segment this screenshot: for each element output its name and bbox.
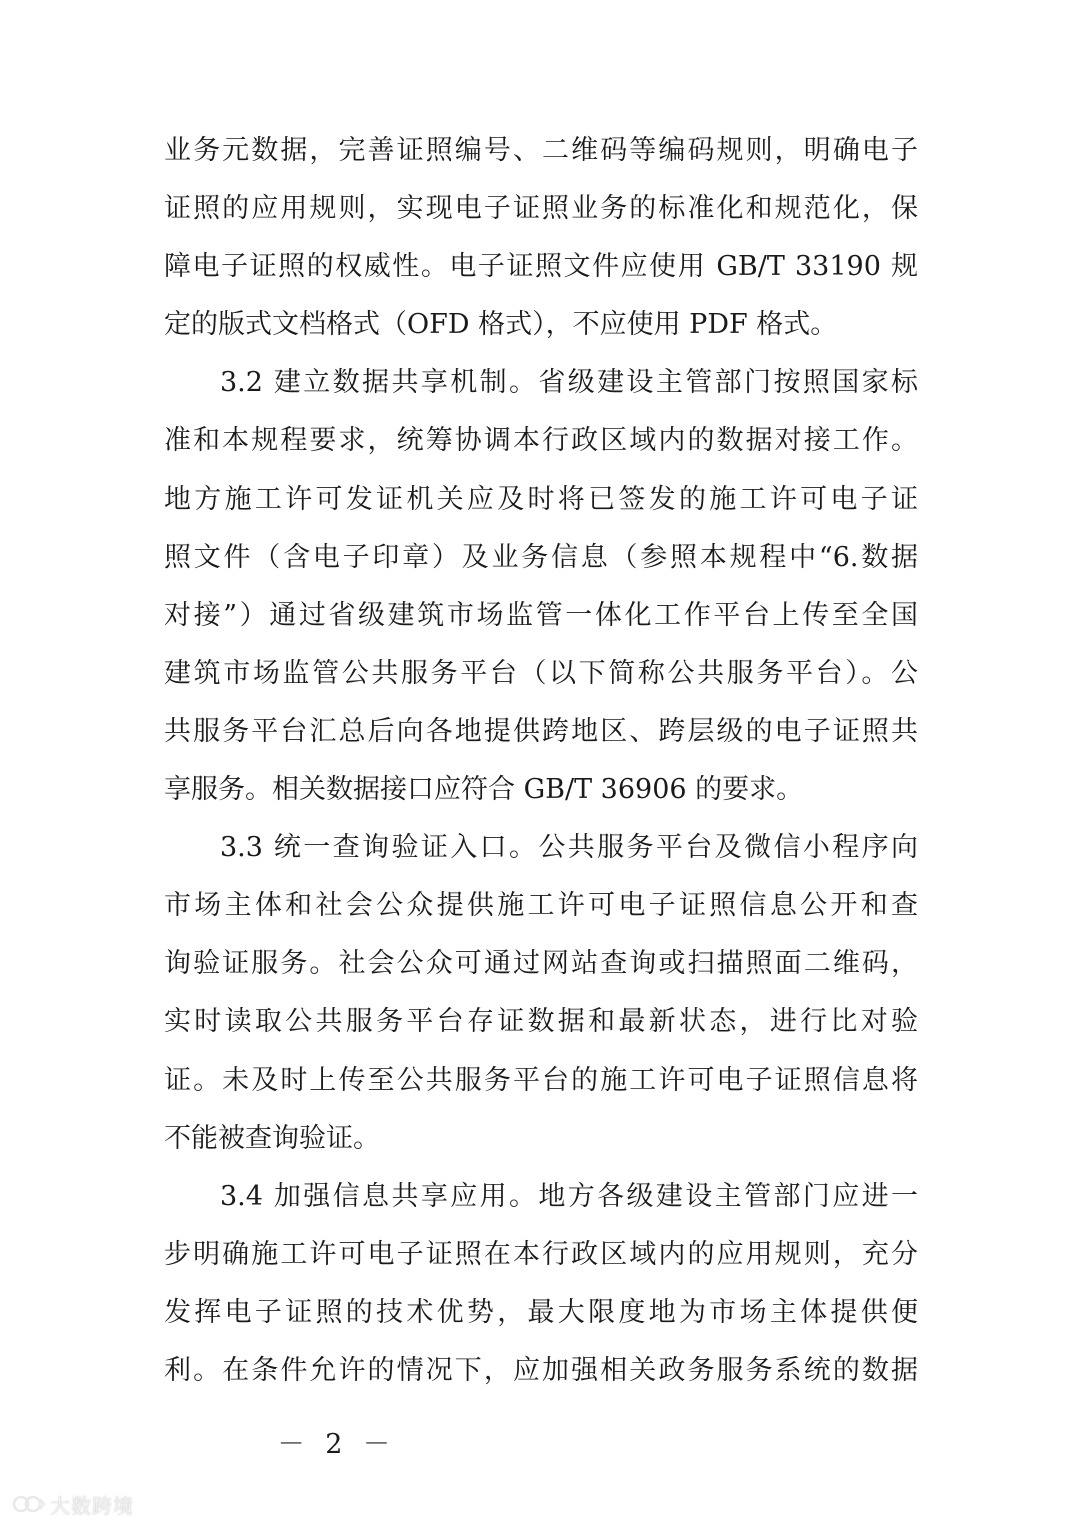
- text-line: 定的版式文档格式（OFD 格式），不应使用 PDF 格式。: [164, 309, 838, 341]
- watermark: [12, 1490, 134, 1518]
- text-line: 不能被查询验证。: [164, 1122, 380, 1154]
- section-heading-line: 3.3 统一查询验证入口。公共服务平台及微信小程序向: [220, 832, 918, 864]
- text-line: 业务元数据，完善证照编号、二维码等编码规则，明确电子: [164, 135, 918, 166]
- text-line: 准和本规程要求，统筹协调本行政区域内的数据对接工作。: [164, 425, 918, 457]
- text-line: 对接”）通过省级建筑市场监管一体化工作平台上传至全国: [164, 599, 918, 631]
- text-line: 建筑市场监管公共服务平台（以下简称公共服务平台）。公: [164, 657, 918, 689]
- page-number: － 2 －: [277, 1429, 396, 1460]
- text-line: 证照的应用规则，实现电子证照业务的标准化和规范化，保: [164, 193, 918, 225]
- text-line: 障电子证照的权威性。电子证照文件应使用 GB/T 33190 规: [164, 251, 918, 283]
- text-line: 证。未及时上传至公共服务平台的施工许可电子证照信息将: [164, 1064, 918, 1096]
- brand-logo-icon: [12, 1493, 46, 1515]
- text-line: 利。在条件允许的情况下，应加强相关政务服务系统的数据: [164, 1354, 918, 1386]
- text-line: 实时读取公共服务平台存证数据和最新状态，进行比对验: [164, 1006, 918, 1038]
- section-heading-line: 3.4 加强信息共享应用。地方各级建设主管部门应进一: [220, 1180, 918, 1212]
- text-line: 共服务平台汇总后向各地提供跨地区、跨层级的电子证照共: [164, 715, 918, 747]
- section-heading-line: 3.2 建立数据共享机制。省级建设主管部门按照国家标: [220, 367, 918, 399]
- document-body: [164, 122, 918, 1400]
- text-line: 发挥电子证照的技术优势，最大限度地为市场主体提供便: [164, 1296, 918, 1328]
- text-line: 步明确施工许可电子证照在本行政区域内的应用规则，充分: [164, 1238, 918, 1270]
- watermark-text: 大数跨境: [50, 1493, 134, 1518]
- text-line: 询验证服务。社会公众可通过网站查询或扫描照面二维码，: [164, 948, 918, 980]
- text-line: 享服务。相关数据接口应符合 GB/T 36906 的要求。: [164, 774, 804, 806]
- text-line: 市场主体和社会公众提供施工许可电子证照信息公开和查: [164, 890, 918, 922]
- text-line: 照文件（含电子印章）及业务信息（参照本规程中“6.数据: [164, 541, 918, 573]
- text-line: 地方施工许可发证机关应及时将已签发的施工许可电子证: [164, 483, 918, 515]
